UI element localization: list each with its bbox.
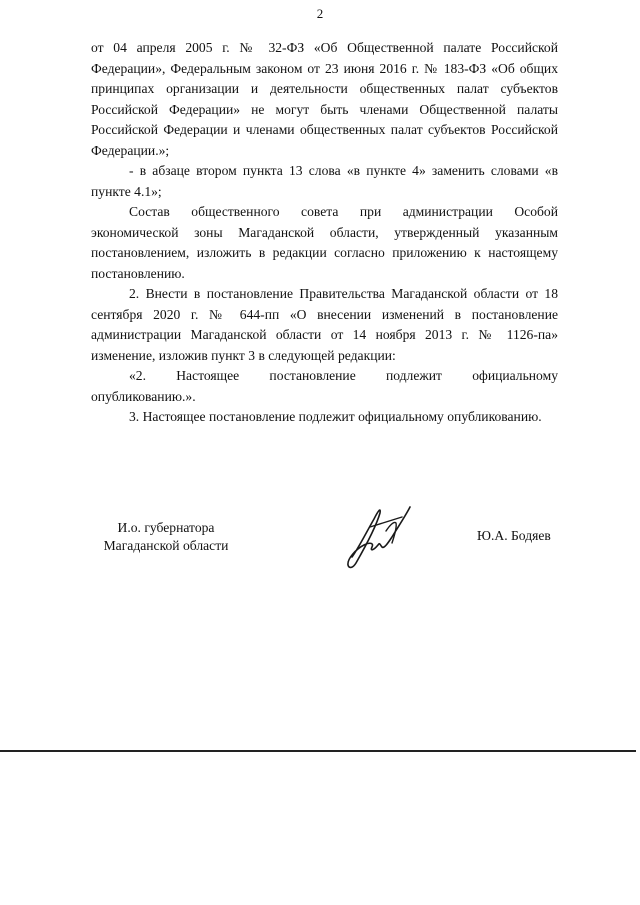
signatory-name: Ю.А. Бодяев: [477, 528, 551, 543]
signatory-title: [96, 519, 236, 555]
paragraph-quoted-item: «2. Настоящее постановление подлежит официальному опубликованию.».: [91, 368, 558, 404]
page-number: 2: [316, 6, 324, 21]
document-body: [91, 38, 558, 428]
paragraph-continuation: от 04 апреля 2005 г. № 32-ФЗ «Об Общественной палате Российской Федерации», Федеральным законом от 23 июня 2016 г. № 183-ФЗ «Об общих принципах организации и деятельности общественных палат субъектов Российской Федерации» не могут быть членами Общественной палаты Российской Федерации и членами общественных палат субъектов Российской Федерации.»;: [91, 40, 558, 158]
signatory-title-line1: И.о. губернатора: [117, 520, 215, 535]
signatory-title-line2: Магаданской области: [103, 538, 229, 553]
footer-rule: [0, 750, 636, 752]
paragraph-amendment-item: - в абзаце втором пункта 13 слова «в пункте 4» заменить словами «в пункте 4.1»;: [91, 163, 558, 199]
paragraph-item-3: 3. Настоящее постановление подлежит официальному опубликованию.: [129, 409, 542, 424]
paragraph-council-composition: Состав общественного совета при администрации Особой экономической зоны Магаданской области, утвержденный указанным постановлением, изложить в редакции согласно приложению к настоящему постановлению.: [91, 204, 558, 281]
paragraph-item-2: 2. Внести в постановление Правительства Магаданской области от 18 сентября 2020 г. № 644-пп «О внесении изменений в постановление администрации Магаданской области от 14 ноября 2013 г. № 1126-па» изменение, изложив пункт 3 в следующей редакции:: [91, 286, 558, 363]
handwritten-signature: [340, 497, 418, 573]
